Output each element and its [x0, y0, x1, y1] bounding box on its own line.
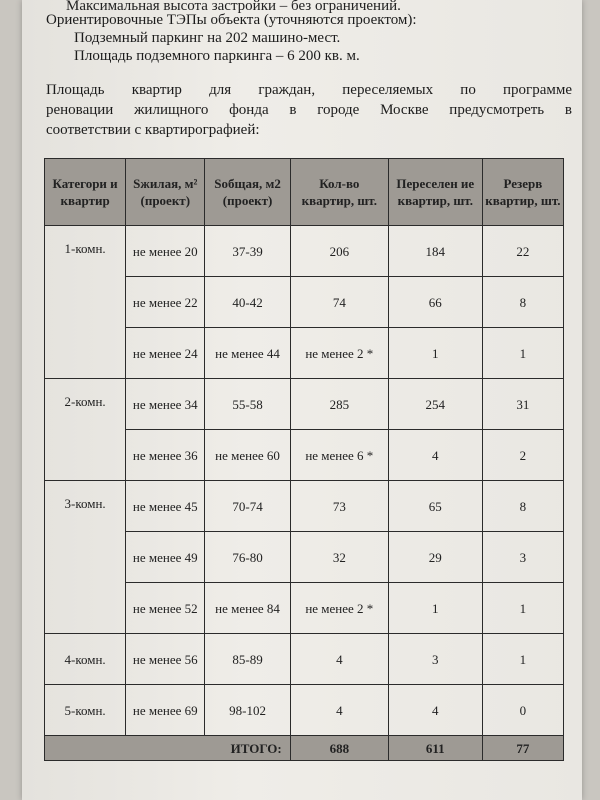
category-cell: 4-комн.	[45, 634, 126, 685]
resettled-cell: 254	[388, 379, 482, 430]
reserve-cell: 1	[482, 328, 563, 379]
category-cell: 1-комн.	[45, 226, 126, 379]
count-cell: 73	[290, 481, 388, 532]
resettled-cell: 66	[388, 277, 482, 328]
total-area-cell: 85-89	[205, 634, 290, 685]
header-total-area: Sобщая, м2 (проект)	[205, 159, 290, 226]
total-row	[45, 736, 564, 761]
apartment-paragraph	[46, 80, 572, 140]
reserve-cell: 2	[482, 430, 563, 481]
total-resettled: 611	[388, 736, 482, 761]
resettled-cell: 4	[388, 430, 482, 481]
total-area-cell: 55-58	[205, 379, 290, 430]
total-area-cell: 98-102	[205, 685, 290, 736]
living-area-cell: не менее 20	[126, 226, 205, 277]
resettled-cell: 184	[388, 226, 482, 277]
header-reserve: Резерв квартир, шт.	[482, 159, 563, 226]
resettled-cell: 4	[388, 685, 482, 736]
living-area-cell: не менее 69	[126, 685, 205, 736]
parking-line: Подземный паркинг на 202 машино-мест.	[74, 30, 341, 46]
paragraph-line: реновации жилищного фонда в городе Москве предусмотреть в	[46, 102, 572, 118]
living-area-cell: не менее 52	[126, 583, 205, 634]
total-label: ИТОГО:	[45, 736, 291, 761]
category-cell: 3-комн.	[45, 481, 126, 634]
living-area-cell: не менее 22	[126, 277, 205, 328]
apartment-table	[44, 158, 564, 761]
document-page	[22, 0, 582, 800]
count-cell: не менее 6 *	[290, 430, 388, 481]
table-header-row	[45, 159, 564, 226]
resettled-cell: 29	[388, 532, 482, 583]
living-area-cell: не менее 36	[126, 430, 205, 481]
living-area-cell: не менее 56	[126, 634, 205, 685]
total-count: 688	[290, 736, 388, 761]
table-row	[45, 634, 564, 685]
resettled-cell: 3	[388, 634, 482, 685]
total-area-cell: 37-39	[205, 226, 290, 277]
count-cell: не менее 2 *	[290, 583, 388, 634]
header-count: Кол-во квартир, шт.	[290, 159, 388, 226]
count-cell: 206	[290, 226, 388, 277]
reserve-cell: 0	[482, 685, 563, 736]
living-area-cell: не менее 45	[126, 481, 205, 532]
table-row	[45, 226, 564, 277]
living-area-cell: не менее 34	[126, 379, 205, 430]
count-cell: 4	[290, 634, 388, 685]
count-cell: 32	[290, 532, 388, 583]
table-row	[45, 685, 564, 736]
header-resettled: Переселен ие квартир, шт.	[388, 159, 482, 226]
category-cell: 2-комн.	[45, 379, 126, 481]
reserve-cell: 22	[482, 226, 563, 277]
total-area-cell: не менее 84	[205, 583, 290, 634]
height-limit-line: Максимальная высота застройки – без ограничений.	[66, 0, 401, 14]
reserve-cell: 1	[482, 583, 563, 634]
count-cell: 285	[290, 379, 388, 430]
living-area-cell: не менее 24	[126, 328, 205, 379]
header-category: Категори и квартир	[45, 159, 126, 226]
total-area-cell: 40-42	[205, 277, 290, 328]
living-area-cell: не менее 49	[126, 532, 205, 583]
tep-line: Ориентировочные ТЭПы объекта (уточняются проектом):	[46, 12, 417, 28]
count-cell: 74	[290, 277, 388, 328]
reserve-cell: 3	[482, 532, 563, 583]
total-area-cell: не менее 60	[205, 430, 290, 481]
count-cell: не менее 2 *	[290, 328, 388, 379]
count-cell: 4	[290, 685, 388, 736]
total-area-cell: 76-80	[205, 532, 290, 583]
reserve-cell: 1	[482, 634, 563, 685]
reserve-cell: 8	[482, 481, 563, 532]
table-row	[45, 481, 564, 532]
reserve-cell: 8	[482, 277, 563, 328]
paragraph-line: соответствии с квартирографией:	[46, 122, 260, 138]
header-living-area: Sжилая, м² (проект)	[126, 159, 205, 226]
total-area-cell: 70-74	[205, 481, 290, 532]
resettled-cell: 1	[388, 328, 482, 379]
parking-area-line: Площадь подземного паркинга – 6 200 кв. м.	[74, 48, 360, 64]
resettled-cell: 1	[388, 583, 482, 634]
total-reserve: 77	[482, 736, 563, 761]
category-cell: 5-комн.	[45, 685, 126, 736]
resettled-cell: 65	[388, 481, 482, 532]
paragraph-line: Площадь квартир для граждан, переселяемых по программе	[46, 82, 572, 98]
table-row	[45, 379, 564, 430]
total-area-cell: не менее 44	[205, 328, 290, 379]
reserve-cell: 31	[482, 379, 563, 430]
